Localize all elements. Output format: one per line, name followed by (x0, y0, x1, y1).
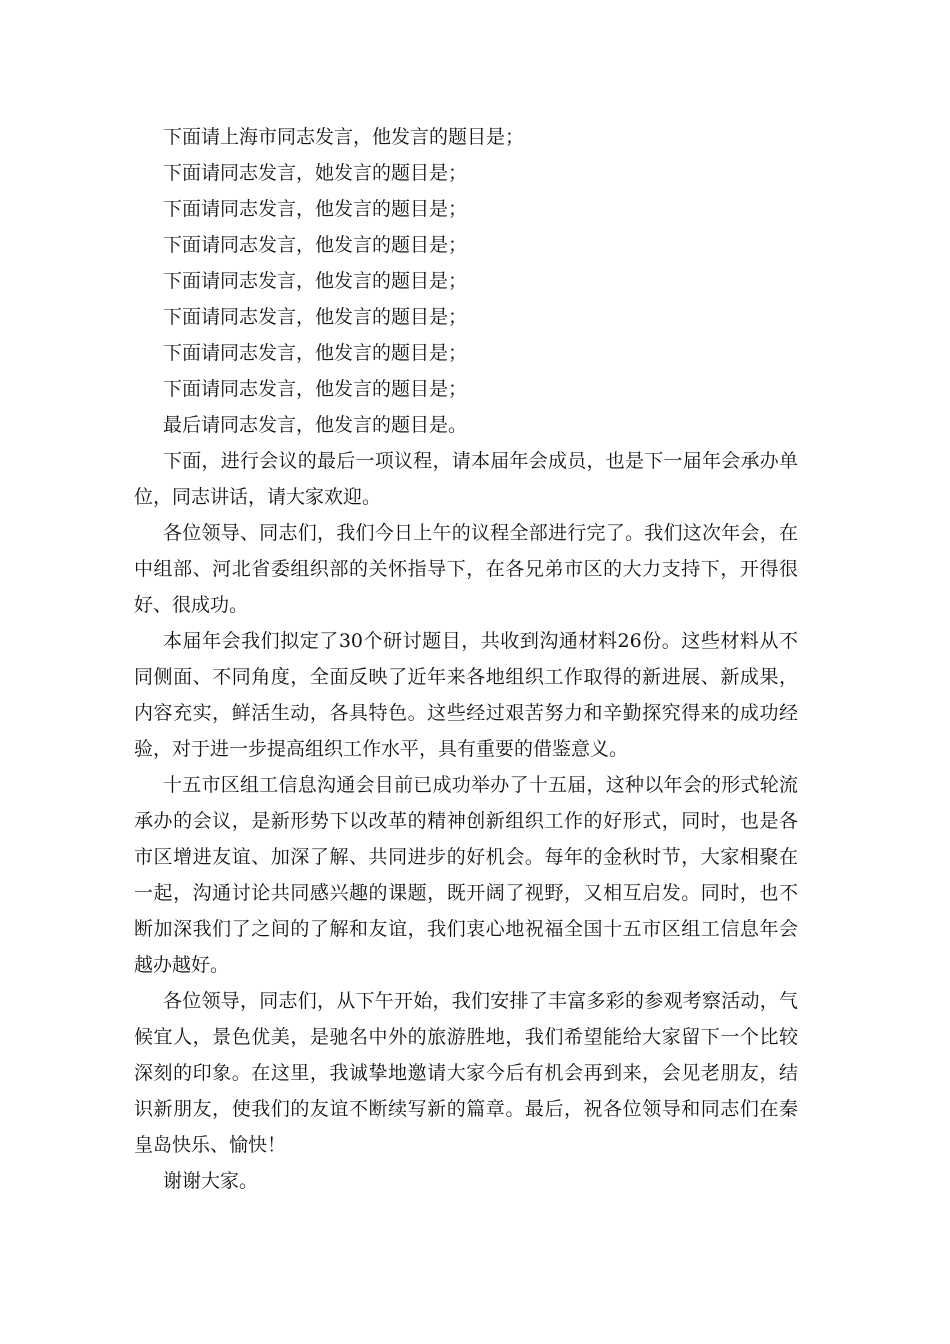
paragraph-speaker-1: 下面请上海市同志发言，他发言的题目是； (163, 126, 525, 148)
paragraph-speaker-5: 下面请同志发言，他发言的题目是； (163, 270, 468, 292)
paragraph-materials: 本届年会我们拟定了30个研讨题目，共收到沟通材料26份。这些材料从不同侧面、不同角度，全面反映了近年来各地组织工作取得的新进展、新成果，内容充实，鲜活生动，各具特色。这些经过艰苦努力和辛勤探究得来的成功经验，对于进一步提高组织工作水平，具有重要的借鉴意义。 (134, 630, 798, 760)
paragraph-speaker-last: 最后请同志发言，他发言的题目是。 (163, 414, 468, 436)
paragraph-morning-summary: 各位领导、同志们，我们今日上午的议程全部进行完了。我们这次年会，在中组部、河北省委组织部的关怀指导下，在各兄弟市区的大力支持下，开得很好、很成功。 (134, 522, 798, 616)
paragraph-final-agenda: 下面，进行会议的最后一项议程，请本届年会成员，也是下一届年会承办单位，同志讲话，请大家欢迎。 (134, 450, 798, 508)
document-body (134, 119, 798, 1199)
paragraph-speaker-8: 下面请同志发言，他发言的题目是； (163, 378, 468, 400)
paragraph-speaker-3: 下面请同志发言，他发言的题目是； (163, 198, 468, 220)
paragraph-thanks: 谢谢大家。 (163, 1170, 259, 1192)
paragraph-speaker-7: 下面请同志发言，他发言的题目是； (163, 342, 468, 364)
paragraph-speaker-2: 下面请同志发言，她发言的题目是； (163, 162, 468, 184)
paragraph-speaker-4: 下面请同志发言，他发言的题目是； (163, 234, 468, 256)
paragraph-meeting-history: 十五市区组工信息沟通会目前已成功举办了十五届，这种以年会的形式轮流承办的会议，是新形势下以改革的精神创新组织工作的好形式，同时，也是各市区增进友谊、加深了解、共同进步的好机会。每年的金秋时节，大家相聚在一起，沟通讨论共同感兴趣的课题，既开阔了视野，又相互启发。同时，也不断加深我们了之间的了解和友谊，我们衷心地祝福全国十五市区组工信息年会越办越好。 (134, 774, 798, 976)
paragraph-afternoon-activities: 各位领导，同志们，从下午开始，我们安排了丰富多彩的参观考察活动，气候宜人，景色优美，是驰名中外的旅游胜地，我们希望能给大家留下一个比较深刻的印象。在这里，我诚挚地邀请大家今后有机会再到来，会见老朋友，结识新朋友，使我们的友谊不断续写新的篇章。最后，祝各位领导和同志们在秦皇岛快乐、愉快！ (134, 990, 798, 1156)
paragraph-speaker-6: 下面请同志发言，他发言的题目是； (163, 306, 468, 328)
